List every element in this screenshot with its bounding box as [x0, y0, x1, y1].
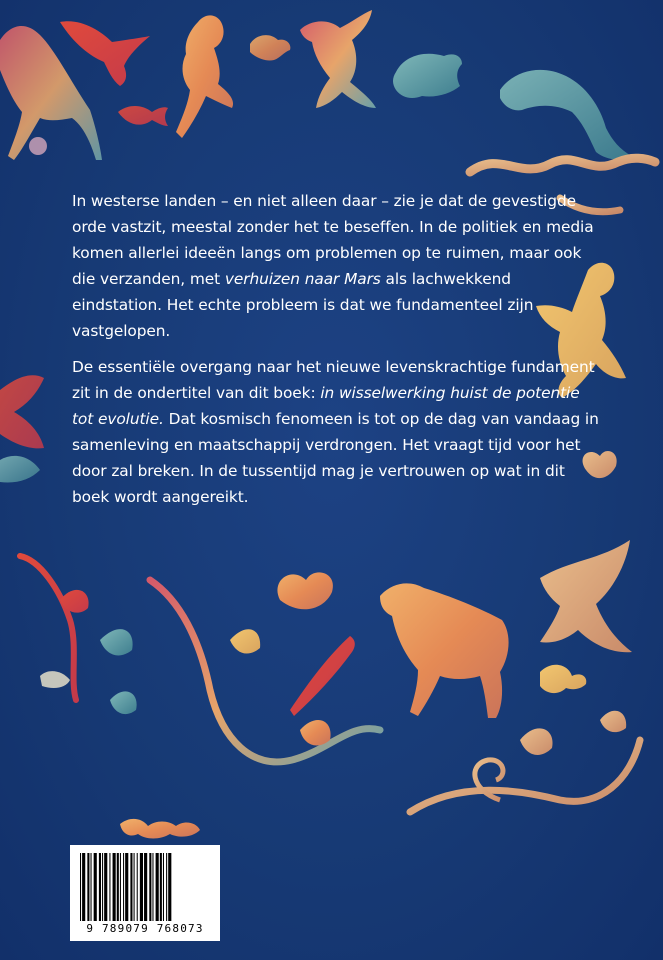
blurb-2-text-end: Dat kosmisch fenomeen is tot op de dag van vandaag in samenleving en maatschappij verdrongen. Het vraagt tijd voor het door zal breken. In de tussentijd mag je vertrouwen op wat in dit boek wordt aangereikt.: [72, 410, 599, 506]
blurb-paragraph-1: [72, 188, 602, 344]
animal-silhouettes-top: [0, 10, 655, 212]
vine-right: [410, 740, 640, 812]
barcode-bar: [125, 853, 128, 921]
barcode-bar: [149, 853, 151, 921]
foliage-left: [0, 375, 44, 482]
barcode-bar: [156, 853, 159, 921]
ant-silhouette: [120, 819, 200, 839]
bee-silhouette: [540, 665, 586, 693]
leaf-spray-teal: [0, 456, 40, 483]
isbn-barcode: [70, 845, 220, 941]
running-woman-silhouette: [176, 15, 233, 138]
shell-silhouette: [29, 137, 47, 155]
blurb-paragraph-2: [72, 354, 602, 510]
barcode-bar: [166, 853, 167, 921]
leaf-4: [300, 720, 331, 745]
barcode-bar: [130, 853, 132, 921]
blurb-1-text: In westerse landen – en niet alleen daar – zie je dat de gevestigde orde vastzit, meestal zonder het te beseffen. In de politiek en media komen allerlei ideeën langs om problemen op te ruimen, maar ook die verzanden, met: [72, 192, 594, 288]
leaf-5: [520, 728, 553, 755]
leaf-3: [230, 629, 260, 653]
barcode-bar: [123, 853, 124, 921]
snake-silhouette: [470, 158, 655, 172]
blurb-2-text: De essentiële overgang naar het nieuwe levenskrachtige fundament zit in de ondertitel van dit boek:: [72, 358, 595, 402]
barcode-bar: [102, 853, 103, 921]
barcode-bar: [160, 853, 162, 921]
vine-center: [150, 580, 380, 762]
hyena-silhouette: [380, 583, 509, 718]
isbn-digits: 9 789079 768073: [86, 922, 204, 935]
barcode-bar: [134, 853, 135, 921]
barcode-bar: [94, 853, 97, 921]
barcode-bar: [80, 853, 81, 921]
bird-silhouette: [60, 21, 150, 86]
leaf-spray-silhouette: [0, 375, 44, 448]
barcode-bar: [117, 853, 119, 921]
barcode-bar: [99, 853, 101, 921]
dolphin-silhouette: [500, 70, 632, 160]
fish-silhouette: [118, 106, 168, 126]
leaf-1: [100, 629, 133, 655]
jumping-man-silhouette: [300, 10, 376, 108]
manta-ray-silhouette: [540, 540, 632, 652]
blurb-1-text-end: als lachwekkend eindstation. Het echte probleem is dat we fundamenteel zijn vastgelopen.: [72, 270, 534, 340]
barcode-bar: [140, 853, 143, 921]
barcode-bar: [137, 853, 138, 921]
barcode-bar: [87, 853, 89, 921]
turtle-silhouette: [393, 54, 462, 98]
leaf-6: [600, 711, 626, 732]
butterfly-silhouette: [277, 572, 332, 609]
bottom-scene: [20, 540, 640, 839]
barcode-bar: [113, 853, 116, 921]
blurb-2-italic: in wisselwerking huist de potentie tot evolutie.: [72, 384, 580, 428]
barcode-bar: [109, 853, 110, 921]
barcode-bar: [120, 853, 121, 921]
slug-silhouette: [40, 671, 70, 688]
barcode-bar: [144, 853, 147, 921]
crab-silhouette: [250, 35, 290, 60]
carrot-silhouette: [290, 636, 355, 716]
leaf-7: [110, 691, 137, 714]
barcode-bar: [104, 853, 107, 921]
barcode-bar: [163, 853, 164, 921]
blurb-1-italic: verhuizen naar Mars: [224, 270, 381, 288]
barcode-bar: [91, 853, 92, 921]
barcode-bar: [152, 853, 153, 921]
barcode-bar: [82, 853, 85, 921]
barcode-bars: [78, 853, 212, 921]
barcode-bar: [168, 853, 171, 921]
